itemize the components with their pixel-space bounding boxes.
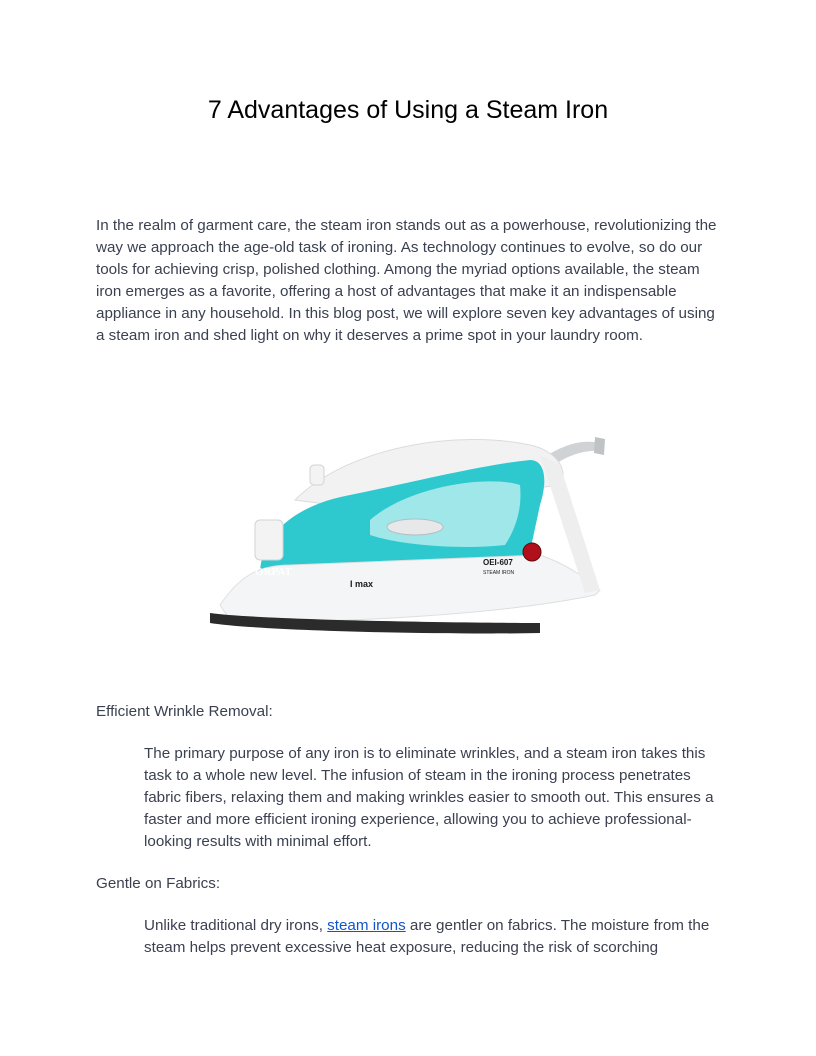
body-text-after-link: are gentler on fabrics. The moisture from the steam helps prevent excessive heat exposure, reducing the risk of scorching — [144, 917, 710, 956]
section-heading-wrinkle-removal: Efficient Wrinkle Removal: — [96, 703, 273, 720]
page-title: 7 Advantages of Using a Steam Iron — [207, 96, 609, 124]
steam-irons-link[interactable]: steam irons — [327, 917, 406, 934]
section-body-wrinkle-removal: The primary purpose of any iron is to eliminate wrinkles, and a steam iron takes this task to a whole new level. The infusion of steam in the ironing process penetrates fabric fibers, relaxing them and making wrinkles easier to smooth out. This ensures a faster and more efficient ironing experience, allowing you to achieve professional-looking results with minimal effort. — [144, 745, 714, 850]
intro-paragraph: In the realm of garment care, the steam iron stands out as a powerhouse, revolutionizing the way we approach the age-old task of ironing. As technology continues to evolve, so do our tools for achieving crisp, polished clothing. Among the myriad options available, the steam iron emerges as a favorite, offering a host of advantages that make it an indispensable appliance in any household. In this blog post, we will explore seven key advantages of using a steam iron and shed light on why it deserves a prime spot in your laundry room. — [96, 217, 717, 344]
section-heading-gentle-fabrics: Gentle on Fabrics: — [96, 875, 221, 892]
steam-iron-image — [200, 425, 610, 650]
model-sub-label: STEAM IRON — [483, 570, 515, 576]
dial-label: I max — [350, 579, 374, 589]
indicator-light-icon — [523, 543, 541, 561]
body-text-before-link: Unlike traditional dry irons, — [144, 917, 328, 934]
section-body-gentle-fabrics — [144, 915, 724, 959]
brand-label: ORPAT — [255, 566, 292, 578]
model-label: OEI-607 — [483, 558, 513, 567]
